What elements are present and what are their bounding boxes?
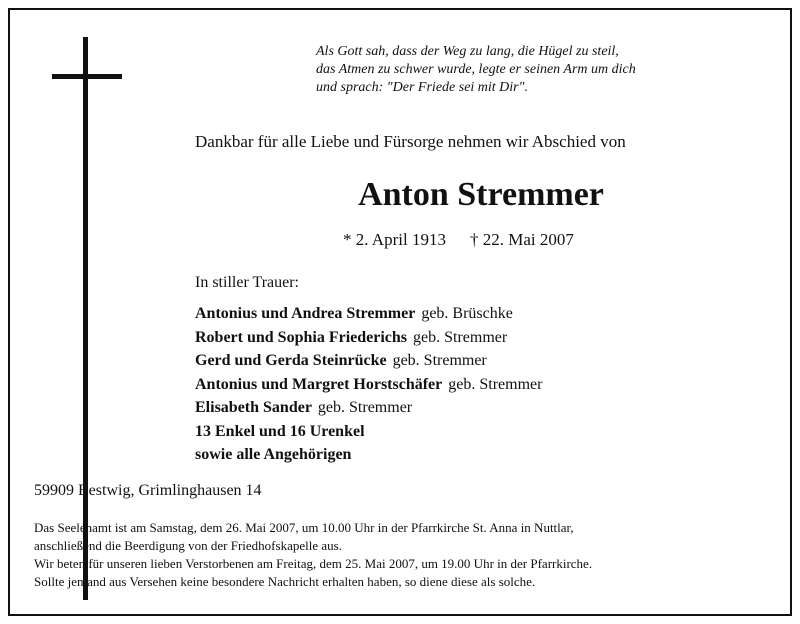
quote-line: und sprach: "Der Friede sei mit Dir".	[316, 80, 529, 95]
intro-text: Dankbar für alle Liebe und Fürsorge nehmen wir Abschied von	[195, 132, 626, 151]
mourner-row	[195, 373, 542, 397]
mourner-nee: geb. Stremmer	[317, 399, 413, 416]
mourner-name: sowie alle Angehörigen	[195, 446, 352, 463]
service-info	[34, 519, 592, 591]
mourner-name: Elisabeth Sander	[195, 399, 312, 416]
mourner-row	[195, 349, 542, 373]
deceased-name: Anton Stremmer	[358, 176, 604, 213]
info-line: Sollte jemand aus Versehen keine besondere Nachricht erhalten haben, so diene diese als solche.	[34, 574, 536, 589]
mourner-nee: geb. Stremmer	[448, 375, 543, 393]
info-line: Das Seelenamt ist am Samstag, dem 26. Mai 2007, um 10.00 Uhr in der Pfarrkirche St. Anna in Nuttlar,	[34, 520, 574, 535]
mourner-name: Gerd und Gerda Steinrücke	[195, 352, 387, 369]
quote-block	[316, 43, 636, 97]
mourner-name: Antonius und Andrea Stremmer	[195, 305, 416, 322]
mourning-label: In stiller Trauer:	[195, 274, 299, 291]
address: 59909 Bestwig, Grimlinghausen 14	[34, 482, 262, 499]
cross-icon-bar	[52, 74, 122, 79]
mourner-name: 13 Enkel und 16 Urenkel	[195, 422, 365, 440]
info-line: Wir beten für unseren lieben Verstorbenen am Freitag, dem 25. Mai 2007, um 19.00 Uhr in der Pfarrkirche.	[34, 556, 593, 571]
quote-line: Als Gott sah, dass der Weg zu lang, die Hügel zu steil,	[316, 44, 619, 59]
info-line: anschließend die Beerdigung von der Friedhofskapelle aus.	[34, 538, 342, 553]
mourner-row	[195, 443, 542, 467]
mourner-name: Robert und Sophia Friederichs	[195, 328, 408, 346]
death-date: † 22. Mai 2007	[469, 230, 574, 249]
mourner-nee: geb. Stremmer	[392, 352, 487, 369]
birth-date: * 2. April 1913	[343, 230, 446, 249]
mourner-row	[195, 302, 542, 326]
cross-icon	[83, 37, 88, 600]
mourner-row	[195, 326, 542, 350]
mourner-row	[195, 396, 542, 420]
quote-line: das Atmen zu schwer wurde, legte er seinen Arm um dich	[316, 62, 636, 77]
mourner-nee: geb. Stremmer	[413, 328, 508, 346]
life-dates	[343, 230, 574, 250]
mourner-row	[195, 420, 542, 444]
mourner-nee: geb. Brüschke	[421, 305, 513, 322]
mourner-name: Antonius und Margret Horstschäfer	[195, 375, 443, 393]
mourners-list	[195, 302, 542, 467]
